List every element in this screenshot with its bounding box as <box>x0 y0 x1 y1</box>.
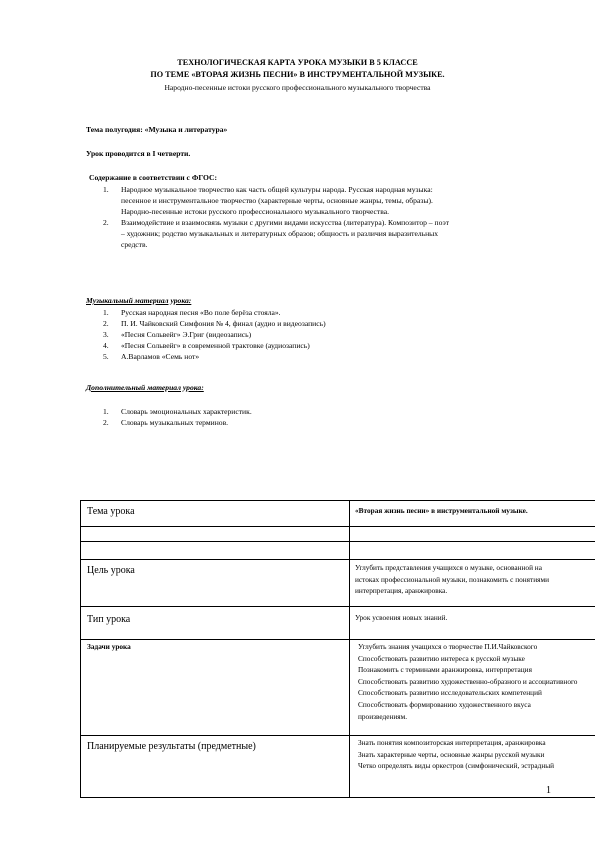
results-label: Планируемые результаты (предметные) <box>87 741 256 752</box>
list-number: 2. <box>103 218 109 227</box>
list-line: Народно-песенные истоки русского профессионального музыкального творчества. <box>121 207 389 216</box>
tasks-value <box>358 641 595 722</box>
cell-line: Углубить представления учащихся о музыке, основанной на <box>355 563 542 572</box>
cell-line: Способствовать формированию художественного вкуса <box>358 699 531 709</box>
table-row-border <box>81 606 595 607</box>
list-number: 2. <box>103 418 109 427</box>
extra-material-heading: Дополнительный материал урока: <box>86 383 204 392</box>
list-text: «Песня Сольвейг» Э.Григ (видеозапись) <box>121 330 252 339</box>
fgos-item <box>86 184 556 217</box>
table-row-border <box>81 639 595 640</box>
quarter-note: Урок проводится в I четверти. <box>86 149 191 158</box>
list-item <box>86 351 556 362</box>
type-label: Тип урока <box>87 614 131 625</box>
cell-line: Четко определять виды оркестров (симфонический, эстрадный <box>358 761 555 771</box>
table-row-border <box>81 526 595 527</box>
fgos-item <box>86 217 556 250</box>
list-item <box>86 340 556 351</box>
list-line: Народное музыкальное творчество как часть общей культуры народа. Русская народная музыка: <box>121 185 433 194</box>
list-line: песенное и инструментальное творчество (характерные черты, основные жанры, темы, образы). <box>121 196 433 205</box>
goal-value <box>355 562 595 597</box>
type-value: Урок усвоения новых знаний. <box>355 613 448 622</box>
page-number: 1 <box>546 785 551 796</box>
fgos-list <box>86 184 556 250</box>
goal-label: Цель урока <box>87 565 135 576</box>
topic-value: «Вторая жизнь песни» в инструментальной музыке. <box>355 506 528 515</box>
tasks-label: Задачи урока <box>87 642 131 651</box>
doc-title-line1: ТЕХНОЛОГИЧЕСКАЯ КАРТА УРОКА МУЗЫКИ В 5 КЛАССЕ <box>177 58 418 67</box>
list-number: 1. <box>103 185 109 194</box>
table-row-border <box>81 735 595 736</box>
cell-line: Способствовать развитию интереса к русской музыке <box>358 653 525 663</box>
list-item <box>86 318 556 329</box>
list-text: А.Варламов «Семь нот» <box>121 352 200 361</box>
cell-line: Знать характерные черты, основные жанры русской музыки <box>358 749 545 759</box>
fgos-heading: Содержание в соответствии с ФГОС: <box>89 173 218 182</box>
topic-label: Тема урока <box>87 506 135 517</box>
list-number: 2. <box>103 319 109 328</box>
list-item <box>86 417 556 428</box>
cell-line: Познакомить с терминами аранжировка, интерпретация <box>358 665 532 675</box>
table-row-border <box>81 559 595 560</box>
table-row-border <box>81 541 595 542</box>
cell-line: интерпретация, аранжировка. <box>355 586 448 596</box>
music-material-list <box>86 307 556 362</box>
doc-title-line2: ПО ТЕМЕ «ВТОРАЯ ЖИЗНЬ ПЕСНИ» В ИНСТРУМЕНТАЛЬНОЙ МУЗЫКЕ. <box>150 70 445 79</box>
list-number: 1. <box>103 407 109 416</box>
extra-material-list <box>86 406 556 428</box>
cell-line: Способствовать развитию художественно-образного и ассоциативного <box>358 676 578 686</box>
list-line: – художник; родство музыкальных и литературных образов; общность и различия выразительных <box>121 229 439 238</box>
table-column-divider <box>349 501 350 797</box>
cell-line: Углубить знания учащихся о творчестве П.И.Чайковского <box>358 642 538 651</box>
cell-line: Знать понятия композиторская интерпретация, аранжировка <box>358 738 546 747</box>
list-number: 1. <box>103 308 109 317</box>
lesson-table <box>80 500 595 798</box>
list-item <box>86 307 556 318</box>
list-text: Словарь эмоциональных характеристик. <box>121 407 252 416</box>
list-item <box>86 406 556 417</box>
cell-line: Способствовать развитию исследовательских компетенций <box>358 688 542 698</box>
doc-subtitle: Народно-песенные истоки русского профессионального музыкального творчества <box>164 83 431 92</box>
list-text: Русская народная песня «Во поле берёза стояла». <box>121 308 281 317</box>
list-item <box>86 329 556 340</box>
list-line: Взаимодействие и взаимосвязь музыки с другими видами искусства (литература). Композитор – поэт <box>121 218 450 227</box>
list-number: 5. <box>103 352 109 361</box>
list-text: Словарь музыкальных терминов. <box>121 418 229 427</box>
results-value <box>358 737 595 772</box>
list-line: средств. <box>121 240 148 249</box>
semester-theme: Тема полугодия: «Музыка и литература» <box>86 125 228 134</box>
list-number: 3. <box>103 330 109 339</box>
cell-line: произведениям. <box>358 711 408 721</box>
music-material-heading: Музыкальный материал урока: <box>86 296 192 305</box>
cell-line: истоках профессиональной музыки, познакомить с понятиями <box>355 574 549 584</box>
list-number: 4. <box>103 341 109 350</box>
list-text: П. И. Чайковский Симфония № 4, финал (аудио и видеозапись) <box>121 319 326 328</box>
list-text: «Песня Сольвейг» в современной трактовке (аудиозапись) <box>121 341 310 350</box>
